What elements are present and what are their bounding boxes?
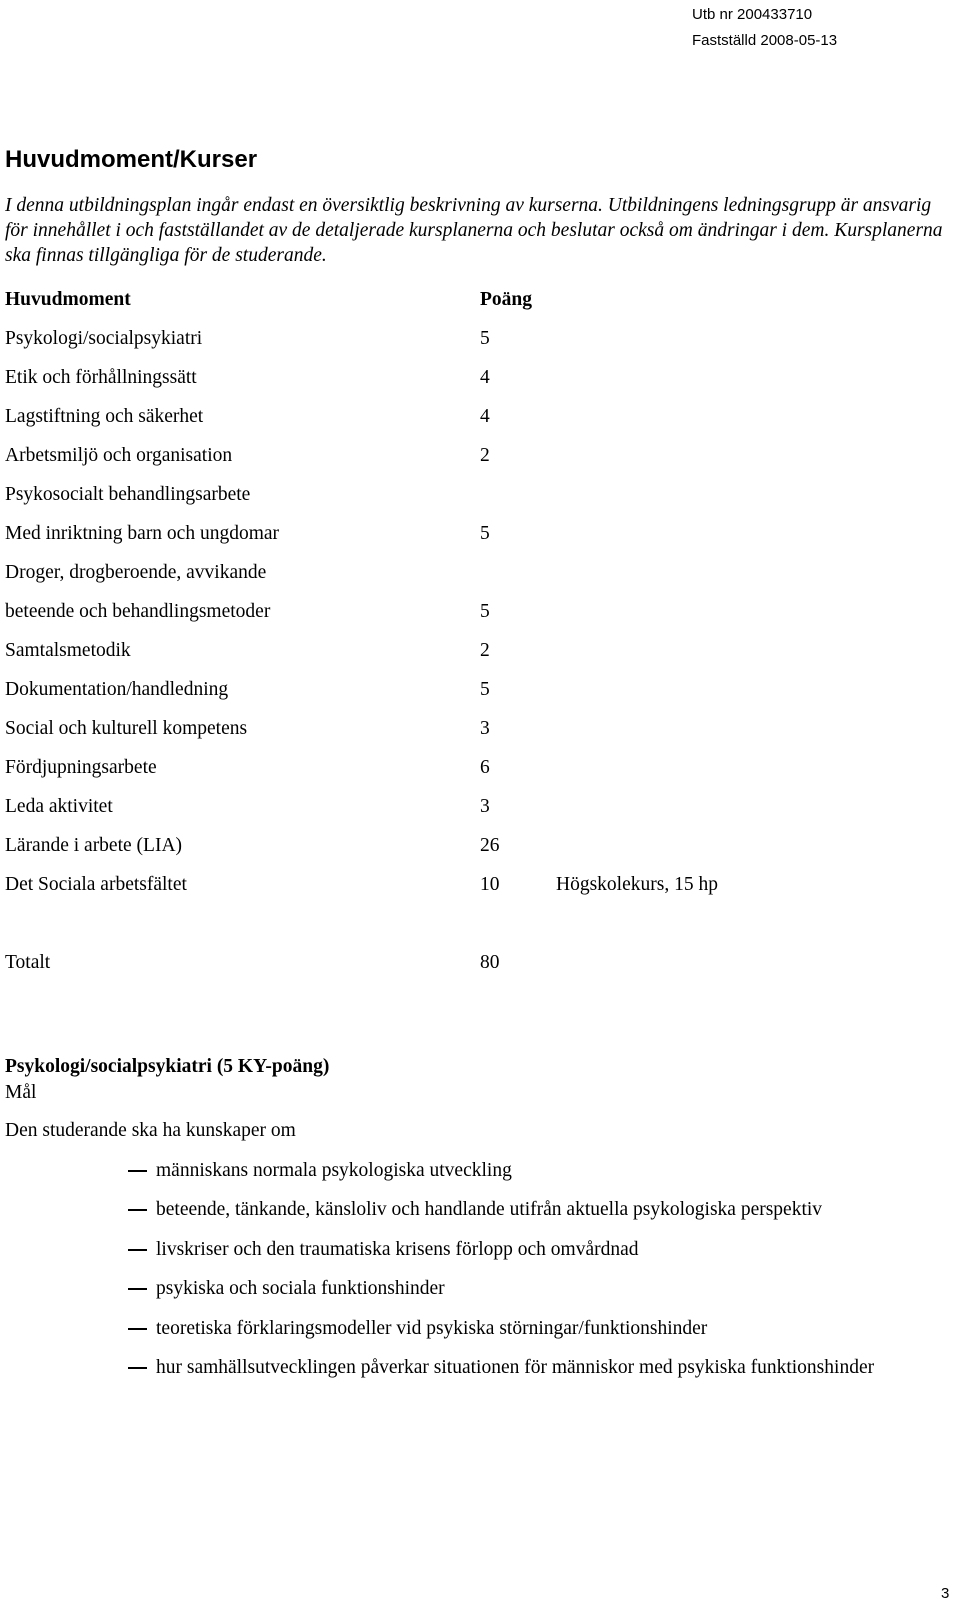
course-points: 10: [480, 874, 500, 895]
total-points: 80: [480, 952, 500, 973]
course-name: Dokumentation/handledning: [5, 679, 229, 700]
goal-text: beteende, tänkande, känsloliv och handlande utifrån aktuella psykologiska perspektiv: [156, 1199, 823, 1220]
course-name: Arbetsmiljö och organisation: [5, 445, 233, 466]
total-label: Totalt: [5, 952, 51, 973]
course-name: Med inriktning barn och ungdomar: [5, 523, 280, 544]
dash-bullet-icon: [128, 1170, 147, 1172]
dash-bullet-icon: [128, 1328, 147, 1330]
dash-bullet-icon: [128, 1288, 147, 1290]
header-poang: Poäng: [480, 289, 533, 310]
section-lead: Den studerande ska ha kunskaper om: [5, 1120, 296, 1141]
course-points: 3: [480, 796, 490, 817]
utb-nr: Utb nr 200433710: [692, 6, 813, 23]
course-points: 5: [480, 601, 490, 622]
course-name: Leda aktivitet: [5, 796, 113, 817]
course-name: Lagstiftning och säkerhet: [5, 406, 204, 427]
course-points: 5: [480, 523, 490, 544]
course-name: Samtalsmetodik: [5, 640, 131, 661]
course-points: 3: [480, 718, 490, 739]
course-points: 4: [480, 406, 490, 427]
section-title: Psykologi/socialpsykiatri (5 KY-poäng): [5, 1056, 330, 1077]
dash-bullet-icon: [128, 1209, 147, 1211]
course-name: Fördjupningsarbete: [5, 757, 157, 778]
course-name: Psykosocialt behandlingsarbete: [5, 484, 251, 505]
page-title: Huvudmoment/Kurser: [5, 146, 258, 173]
course-note: Högskolekurs, 15 hp: [556, 874, 718, 895]
dash-bullet-icon: [128, 1367, 147, 1369]
goal-text: psykiska och sociala funktionshinder: [156, 1278, 445, 1299]
goal-text: teoretiska förklaringsmodeller vid psykiska störningar/funktionshinder: [156, 1318, 708, 1339]
course-section: [5, 1054, 955, 1378]
document-header: [692, 2, 837, 54]
course-points: 4: [480, 367, 490, 388]
goal-text: livskriser och den traumatiska krisens förlopp och omvårdnad: [156, 1239, 639, 1260]
course-name: Psykologi/socialpsykiatri: [5, 328, 203, 349]
page-number: 3: [941, 1585, 950, 1602]
course-name: Social och kulturell kompetens: [5, 718, 248, 739]
course-points: 5: [480, 679, 490, 700]
course-name: Lärande i arbete (LIA): [5, 835, 183, 856]
course-points: 2: [480, 640, 490, 661]
faststalld-date: Fastställd 2008-05-13: [692, 32, 838, 49]
dash-bullet-icon: [128, 1249, 147, 1251]
course-name: Det Sociala arbetsfältet: [5, 874, 187, 895]
course-name: Droger, drogberoende, avvikande: [5, 562, 267, 583]
course-name: beteende och behandlingsmetoder: [5, 601, 271, 622]
course-points: 26: [480, 835, 500, 856]
goal-text: hur samhällsutvecklingen påverkar situationen för människor med psykiska funktionshinder: [156, 1357, 875, 1378]
intro-paragraph: I denna utbildningsplan ingår endast en översiktlig beskrivning av kurserna. Utbildningens ledningsgrupp är ansvarig för innehållet i och fastställandet av de detaljerade kursplanerna och beslutar också om ändringar i dem. Kursplanerna ska finnas tillgängliga för de studerande.: [5, 195, 943, 266]
goal-text: människans normala psykologiska utveckling: [156, 1160, 512, 1181]
course-name: Etik och förhållningssätt: [5, 367, 197, 388]
course-points: 5: [480, 328, 490, 349]
course-points: 2: [480, 445, 490, 466]
section-subtitle: Mål: [5, 1082, 37, 1103]
header-huvudmoment: Huvudmoment: [5, 289, 131, 310]
course-points: 6: [480, 757, 490, 778]
